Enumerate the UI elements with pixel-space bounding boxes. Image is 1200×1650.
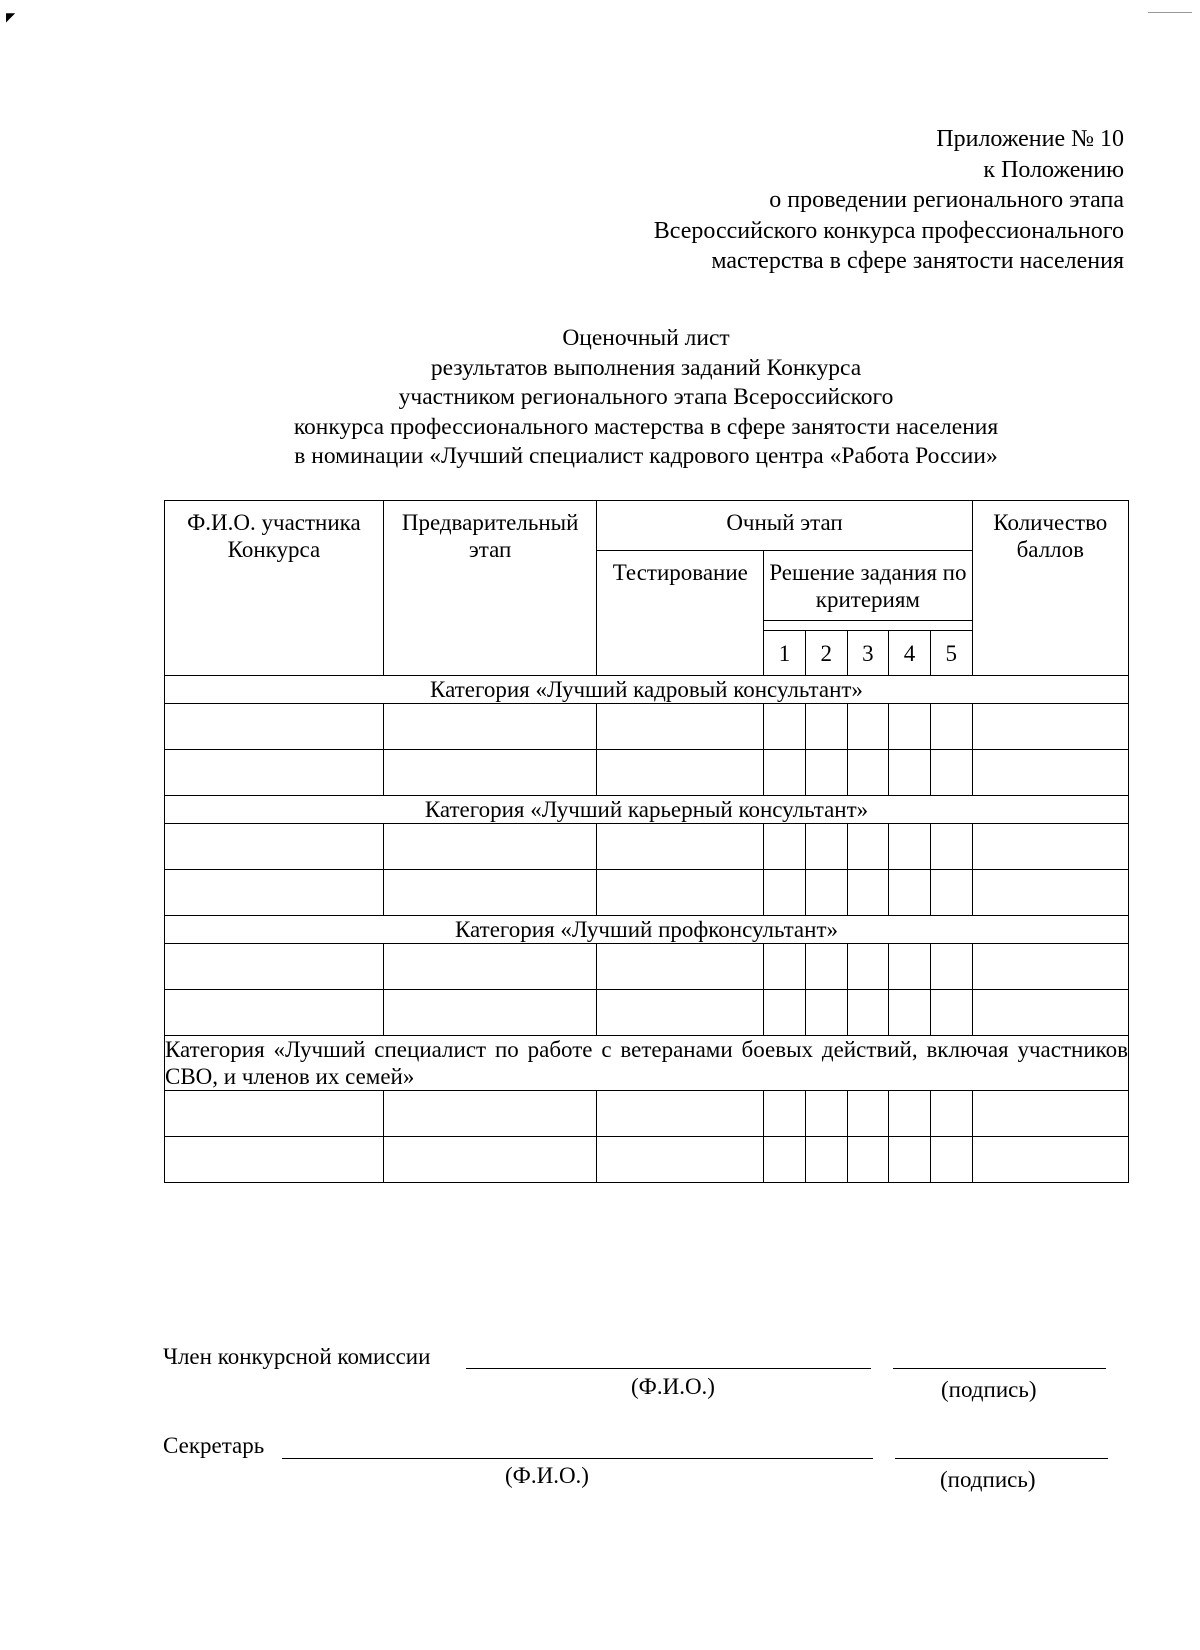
title-line: участником регионального этапа Всероссийского xyxy=(398,384,894,410)
member-fio-caption: (Ф.И.О.) xyxy=(631,1374,715,1399)
document-title xyxy=(0,324,1200,472)
member-signature-caption: (подпись) xyxy=(941,1377,1037,1402)
table-row xyxy=(165,750,1129,796)
header-preliminary: Предварительный этап xyxy=(383,501,597,676)
table-row xyxy=(165,944,1129,990)
scan-corner-mark: ◤ xyxy=(6,10,16,24)
appendix-header xyxy=(654,124,1124,277)
appendix-line: к Положению xyxy=(983,156,1124,183)
category-row: Категория «Лучший специалист по работе с ветеранами боевых действий, включая участников СВО, и членов их семей» xyxy=(165,1037,1128,1089)
title-line: конкурса профессионального мастерства в сфере занятости населения xyxy=(293,413,999,440)
secretary-fio-line[interactable] xyxy=(282,1458,873,1459)
member-fio-line[interactable] xyxy=(466,1368,871,1369)
criterion-3: 3 xyxy=(847,631,889,676)
appendix-line: о проведении регионального этапа xyxy=(769,187,1124,213)
category-row: Категория «Лучший карьерный консультант» xyxy=(165,796,1129,824)
appendix-line: Приложение № 10 xyxy=(936,126,1124,152)
appendix-line: мастерства в сфере занятости населения xyxy=(711,248,1124,274)
evaluation-table xyxy=(164,500,1129,1183)
category-row: Категория «Лучший кадровый консультант» xyxy=(165,676,1129,704)
secretary-fio-caption: (Ф.И.О.) xyxy=(505,1463,589,1488)
secretary-signature-caption: (подпись) xyxy=(940,1467,1036,1492)
header-fio: Ф.И.О. участника Конкурса xyxy=(165,501,384,676)
table-row xyxy=(165,824,1129,870)
category-row: Категория «Лучший профконсультант» xyxy=(165,916,1129,944)
table-row xyxy=(165,1091,1129,1137)
title-line: в номинации «Лучший специалист кадрового центра «Работа России» xyxy=(294,443,998,469)
criterion-4: 4 xyxy=(889,631,931,676)
commission-member-label: Член конкурсной комиссии xyxy=(163,1344,431,1369)
criterion-1: 1 xyxy=(764,631,806,676)
criterion-5: 5 xyxy=(930,631,972,676)
title-line: результатов выполнения заданий Конкурса xyxy=(430,354,862,381)
title-line: Оценочный лист xyxy=(562,325,730,351)
header-task-solution: Решение задания по критериям xyxy=(764,551,972,621)
appendix-line: Всероссийского конкурса профессионального xyxy=(653,217,1124,244)
header-points: Количество баллов xyxy=(972,501,1128,676)
header-testing: Тестирование xyxy=(597,551,764,676)
table-row xyxy=(165,704,1129,750)
secretary-label: Секретарь xyxy=(163,1433,265,1458)
table-row xyxy=(165,870,1129,916)
table-row xyxy=(165,1137,1129,1183)
table-row xyxy=(165,990,1129,1036)
header-in-person: Очный этап xyxy=(597,501,972,551)
secretary-signature-line[interactable] xyxy=(895,1458,1108,1459)
criterion-2: 2 xyxy=(805,631,847,676)
scan-edge-line xyxy=(1148,12,1192,13)
member-signature-line[interactable] xyxy=(893,1368,1106,1369)
